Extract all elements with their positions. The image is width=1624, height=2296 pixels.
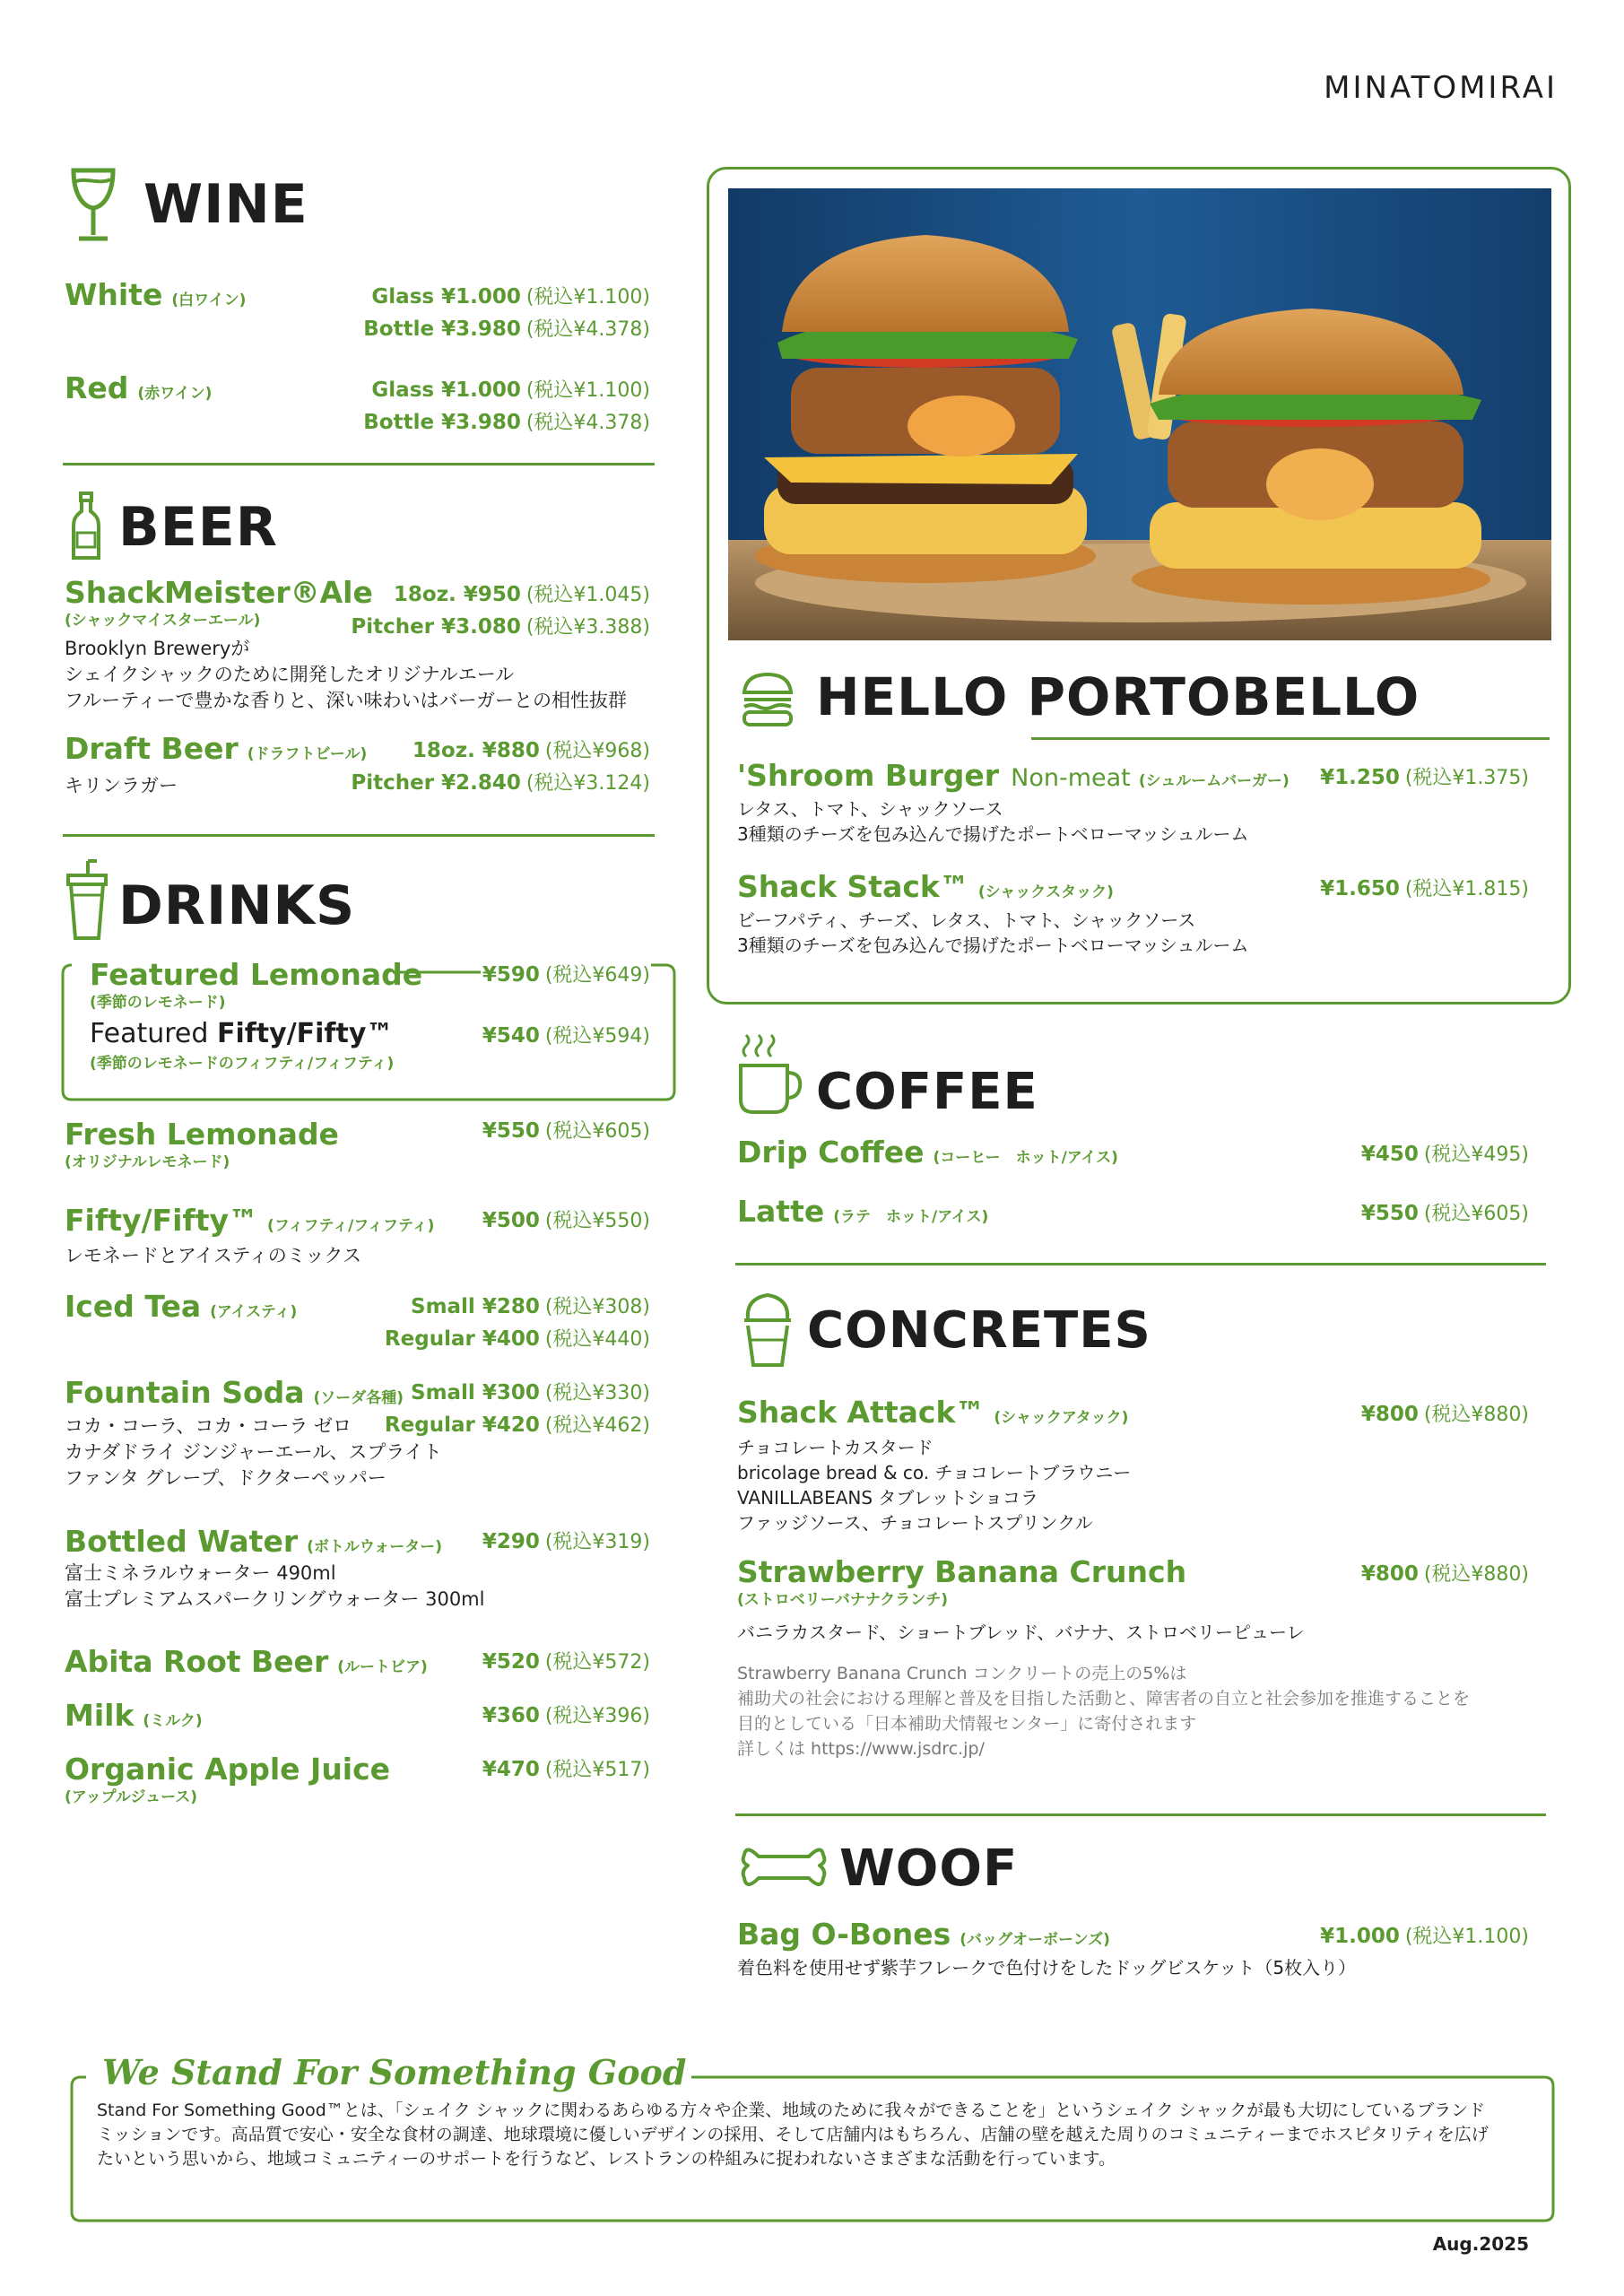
- beer-shackmeister-18oz-price: 18oz. ¥950 (税込¥1.045): [393, 583, 650, 606]
- concrete-cup-icon: [741, 1290, 795, 1370]
- drinks-iced-tea-small-price: Small ¥280 (税込¥308): [411, 1295, 650, 1318]
- burger-photo: [728, 188, 1551, 640]
- featured-lemonade-price: ¥590 (税込¥649): [482, 963, 650, 987]
- concretes-strawberry: Strawberry Banana Crunch: [737, 1554, 1187, 1589]
- drinks-iced-tea-regular-price: Regular ¥400 (税込¥440): [384, 1327, 650, 1351]
- featured-lemonade: Featured Lemonade: [90, 957, 423, 992]
- concretes-strawberry-note: Strawberry Banana Crunch コンクリートの売上の5%は 補助犬の社会における理解と普及を目指した活動と、障害者の自立と社会参加を推進することを 目的としている「日本補助犬情報センター」に寄付されます 詳しくは https://www.jsdrc.jp/: [737, 1664, 1471, 1759]
- concretes-shack-attack-desc: チョコレートカスタード bricolage bread & co. チョコレートブラウニー VANILLABEANS タブレットショコラ ファッジソース、チョコレートスプリンクル: [737, 1437, 1132, 1534]
- section-title-portobello: HELLO PORTOBELLO: [816, 666, 1420, 727]
- drinks-apple-juice-price: ¥470 (税込¥517): [482, 1758, 650, 1781]
- drinks-fountain-soda-desc: コカ・コーラ、コカ・コーラ ゼロ カナダドライ ジンジャーエール、スプライト ファンタ グレープ、ドクターペッパー: [65, 1415, 442, 1489]
- drinks-fountain-soda: Fountain Soda (ソーダ各種): [65, 1375, 404, 1410]
- portobello-shroom-price: ¥1.250 (税込¥1.375): [1320, 766, 1529, 789]
- divider: [735, 1813, 1546, 1816]
- drinks-fresh-lemonade: Fresh Lemonade: [65, 1117, 339, 1152]
- ssg-text: Stand For Something Good™とは、「シェイク シャックに関わるあらゆる方々や企業、地域のために我々ができることを」というシェイク シャックが最も大切にしているブランド ミッションです。高品質で安心・安全な食材の調達、地球環境に優しいデザインの採用、そして店舗内はもちろん、店舗の壁を越えた周りのコミュニティーまでホスピタリティを広げ たいという思いから、地域コミュニティーのサポートを行うなど、レストランの枠組みに捉われないさまざまな活動を行っています。: [97, 2100, 1489, 2169]
- divider: [63, 463, 655, 465]
- drinks-fifty-desc: レモネードとアイスティのミックス: [65, 1245, 362, 1266]
- drinks-milk-price: ¥360 (税込¥396): [482, 1704, 650, 1727]
- wine-glass-icon: [68, 167, 118, 244]
- portobello-shack-stack-price: ¥1.650 (税込¥1.815): [1320, 877, 1529, 900]
- concretes-strawberry-sub: (ストロベリーバナナクランチ): [737, 1591, 949, 1609]
- beer-shackmeister: ShackMeister®Ale: [65, 575, 373, 610]
- portobello-shroom-desc: レタス、トマト、シャックソース 3種類のチーズを包み込んで揚げたポートベローマッシュルーム: [737, 798, 1249, 845]
- beer-shackmeister-pitcher-price: Pitcher ¥3.080 (税込¥3.388): [351, 615, 650, 639]
- burger-icon: [741, 671, 795, 728]
- divider: [1031, 737, 1550, 740]
- ssg-title: We Stand For Something Good: [97, 2056, 691, 2090]
- featured-fifty: Featured Fifty/Fifty™: [90, 1018, 394, 1049]
- featured-fifty-price: ¥540 (税込¥594): [482, 1024, 650, 1048]
- beer-draft: Draft Beer (ドラフトビール): [65, 731, 368, 766]
- location-label: MINATOMIRAI: [1324, 70, 1558, 106]
- beer-shackmeister-desc: Brooklyn Breweryが シェイクシャックのために開発したオリジナルエール フルーティーで豊かな香りと、深い味わいはバーガーとの相性抜群: [65, 638, 628, 711]
- coffee-drip: Drip Coffee (コーヒー ホット/アイス): [737, 1135, 1118, 1170]
- beer-draft-desc: キリンラガー: [65, 775, 178, 796]
- beer-draft-18oz-price: 18oz. ¥880 (税込¥968): [412, 739, 650, 762]
- featured-lemonade-sub: (季節のレモネード): [90, 994, 226, 1012]
- wine-red-bottle-price: Bottle ¥3.980 (税込¥4.378): [363, 411, 650, 434]
- divider: [735, 1263, 1546, 1265]
- portobello-shroom-burger: 'Shroom Burger Non-meat (シュルームバーガー): [737, 758, 1290, 793]
- drinks-fresh-lemonade-price: ¥550 (税込¥605): [482, 1119, 650, 1143]
- drinks-fresh-lemonade-sub: (オリジナルレモネード): [65, 1153, 230, 1171]
- section-title-wine: WINE: [143, 173, 308, 236]
- woof-bag-o-bones-price: ¥1.000 (税込¥1.100): [1320, 1925, 1529, 1948]
- coffee-latte-price: ¥550 (税込¥605): [1360, 1202, 1529, 1225]
- wine-white: White (白ワイン): [65, 277, 247, 312]
- wine-white-bottle-price: Bottle ¥3.980 (税込¥4.378): [363, 317, 650, 341]
- drinks-iced-tea: Iced Tea (アイスティ): [65, 1289, 298, 1324]
- drinks-abita: Abita Root Beer (ルートビア): [65, 1644, 428, 1679]
- wine-white-glass-price: Glass ¥1.000 (税込¥1.100): [371, 285, 650, 309]
- coffee-drip-price: ¥450 (税込¥495): [1360, 1143, 1529, 1166]
- drinks-abita-price: ¥520 (税込¥572): [482, 1650, 650, 1674]
- dog-bone-icon: [739, 1840, 829, 1894]
- drinks-fifty-price: ¥500 (税込¥550): [482, 1209, 650, 1232]
- concretes-strawberry-price: ¥800 (税込¥880): [1360, 1562, 1529, 1586]
- drinks-bottled-water-price: ¥290 (税込¥319): [482, 1530, 650, 1553]
- woof-bag-o-bones-desc: 着色料を使用せず紫芋フレークで色付けをしたドッグビスケット（5枚入り）: [737, 1957, 1357, 1979]
- beer-draft-pitcher-price: Pitcher ¥2.840 (税込¥3.124): [351, 771, 650, 795]
- portobello-shack-stack: Shack Stack™ (シャックスタック): [737, 869, 1114, 904]
- coffee-latte: Latte (ラテ ホット/アイス): [737, 1194, 989, 1229]
- concretes-strawberry-desc: バニラカスタード、ショートブレッド、バナナ、ストロベリーピューレ: [737, 1622, 1305, 1643]
- featured-fifty-sub: (季節のレモネードのフィフティ/フィフティ): [90, 1055, 395, 1073]
- section-title-beer: BEER: [118, 496, 278, 559]
- beer-bottle-icon: [70, 491, 102, 563]
- drinks-bottled-water: Bottled Water (ボトルウォーター): [65, 1524, 442, 1559]
- drink-cup-icon: [65, 859, 109, 942]
- beer-shackmeister-sub: (シャックマイスターエール): [65, 612, 261, 630]
- wine-red-glass-price: Glass ¥1.000 (税込¥1.100): [371, 378, 650, 402]
- section-title-drinks: DRINKS: [118, 874, 356, 937]
- drinks-apple-juice: Organic Apple Juice: [65, 1752, 391, 1787]
- drinks-milk: Milk (ミルク): [65, 1698, 203, 1733]
- drinks-bottled-water-desc: 富士ミネラルウォーター 490ml 富士プレミアムスパークリングウォーター 300ml: [65, 1562, 485, 1610]
- drinks-fifty: Fifty/Fifty™ (フィフティ/フィフティ): [65, 1203, 435, 1238]
- footer-date: Aug.2025: [1432, 2233, 1529, 2255]
- section-title-woof: WOOF: [839, 1839, 1019, 1898]
- drinks-fountain-soda-small-price: Small ¥300 (税込¥330): [411, 1381, 650, 1405]
- portobello-shack-stack-desc: ビーフパティ、チーズ、レタス、トマト、シャックソース 3種類のチーズを包み込んで揚げたポートベローマッシュルーム: [737, 909, 1249, 956]
- section-title-concretes: CONCRETES: [807, 1301, 1151, 1360]
- drinks-fountain-soda-regular-price: Regular ¥420 (税込¥462): [384, 1413, 650, 1437]
- coffee-cup-icon: [737, 1031, 803, 1116]
- section-title-coffee: COFFEE: [816, 1063, 1038, 1121]
- concretes-shack-attack: Shack Attack™ (シャックアタック): [737, 1395, 1129, 1430]
- divider: [63, 834, 655, 837]
- wine-red: Red (赤ワイン): [65, 370, 213, 405]
- woof-bag-o-bones: Bag O-Bones (バッグオーボーンズ): [737, 1917, 1110, 1952]
- drinks-apple-juice-sub: (アップルジュース): [65, 1788, 198, 1806]
- concretes-shack-attack-price: ¥800 (税込¥880): [1360, 1403, 1529, 1426]
